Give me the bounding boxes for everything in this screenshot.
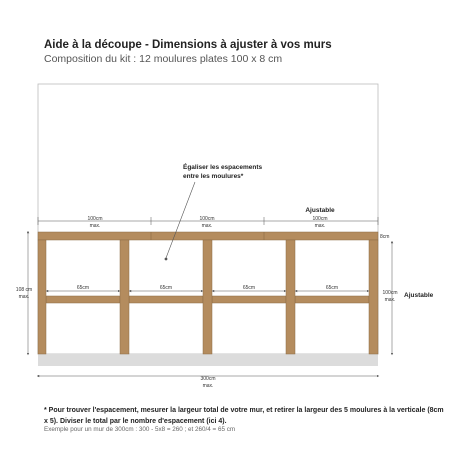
adjustable-right-label: Ajustable — [404, 292, 434, 299]
top-segment-2-value: 100cm — [199, 216, 215, 222]
top-rail — [38, 232, 378, 240]
middle-bar — [129, 296, 203, 303]
page-title: Aide à la découpe - Dimensions à ajuster à vos murs — [44, 39, 332, 51]
callout-line-2: entre les moulures* — [183, 173, 244, 180]
left-height-value: 108 cm — [15, 287, 33, 293]
callout-dot — [165, 258, 168, 261]
spacing-note: * Pour trouver l'espacement, mesurer la largeur total de votre mur, et retirer la largeur des 5 moulures à la verticale (8cm x 5). Diviser le total par le nombre d'espacement (ici 4). — [44, 407, 444, 425]
top-segment-1-value: 100cm — [87, 216, 103, 222]
spacing-label-1: 65cm — [76, 285, 90, 291]
spacing-label-3: 65cm — [242, 285, 256, 291]
top-segment-2-sub: max. — [201, 223, 213, 229]
middle-bar — [46, 296, 120, 303]
vertical-post — [286, 240, 295, 354]
right-height-sub: max. — [384, 297, 396, 303]
spacing-label-2: 65cm — [159, 285, 173, 291]
top-segment-3-value: 100cm — [312, 216, 328, 222]
bottom-width-sub: max. — [202, 383, 214, 389]
adjustable-top-label: Ajustable — [305, 207, 335, 214]
right-height-value: 100cm — [382, 290, 398, 296]
top-segment-1-sub: max. — [89, 223, 101, 229]
floor — [38, 354, 378, 366]
spacing-example: Exemple pour un mur de 300cm : 300 - 5x8 = 260 ; et 260/4 = 65 cm — [44, 426, 236, 433]
kit-composition: Composition du kit : 12 moulures plates 100 x 8 cm — [44, 53, 283, 65]
spacing-label-4: 65cm — [325, 285, 339, 291]
middle-bar — [295, 296, 369, 303]
vertical-post — [120, 240, 129, 354]
vertical-post — [38, 240, 46, 354]
middle-bar — [212, 296, 286, 303]
bottom-width-value: 300cm — [200, 376, 216, 382]
vertical-post — [369, 240, 378, 354]
callout-line-1: Égaliser les espacements — [183, 164, 263, 171]
rail-height-label: 8cm — [380, 234, 390, 240]
vertical-post — [203, 240, 212, 354]
left-height-sub: max. — [18, 294, 30, 300]
top-segment-3-sub: max. — [314, 223, 326, 229]
